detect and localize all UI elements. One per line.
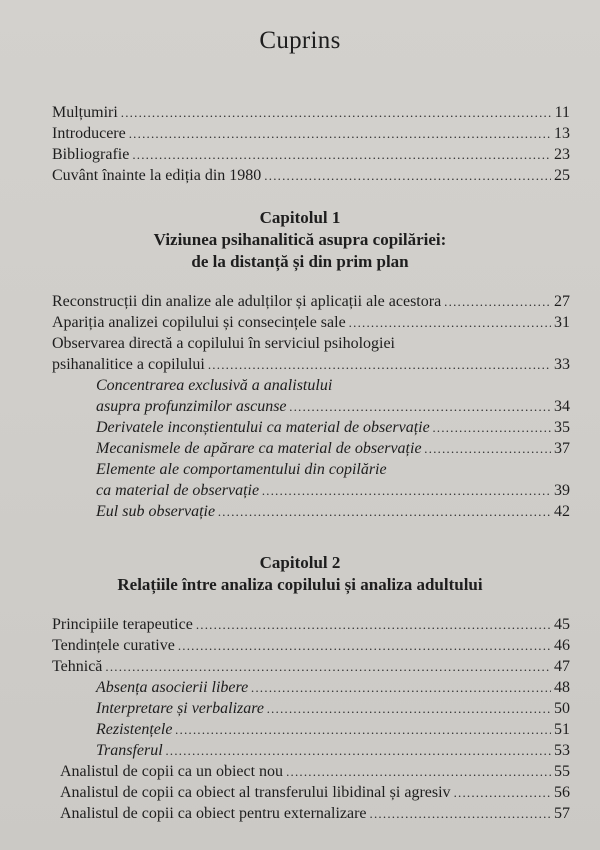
page-number: 47 — [554, 658, 570, 675]
dot-leader — [175, 719, 551, 740]
dot-leader — [208, 354, 551, 375]
entry-text: Reconstrucții din analize ale adulților și aplicații ale acestora — [52, 293, 442, 310]
dot-leader — [262, 480, 551, 501]
page-number: 56 — [554, 784, 570, 801]
page-title: Cuprins — [259, 27, 341, 54]
page-number: 23 — [554, 146, 570, 163]
dot-leader — [196, 614, 551, 635]
chapter2-entries — [52, 614, 570, 824]
entry-text: Principiile terapeutice — [52, 616, 193, 633]
toc-subentry — [52, 396, 570, 417]
toc-entry — [52, 782, 570, 803]
dot-leader — [264, 165, 551, 186]
subentry-text: Interpretare și verbalizare — [96, 700, 264, 717]
toc-subentry — [52, 677, 570, 698]
dot-leader — [454, 782, 551, 803]
dot-leader — [349, 312, 551, 333]
page-number: 27 — [554, 293, 570, 310]
page-number: 50 — [554, 700, 570, 717]
dot-leader — [286, 761, 551, 782]
dot-leader — [218, 501, 551, 522]
page-number: 31 — [554, 314, 570, 331]
dot-leader — [251, 677, 551, 698]
page-number: 25 — [554, 167, 570, 184]
subentry-text: asupra profunzimilor ascunse — [96, 398, 287, 415]
page-number: 37 — [554, 440, 570, 457]
toc-subentry — [52, 417, 570, 438]
toc-entry — [52, 102, 570, 123]
subentry-text: Rezistențele — [96, 721, 173, 738]
page-number: 55 — [554, 763, 570, 780]
subentry-text: Eul sub observație — [96, 503, 216, 520]
dot-leader — [290, 396, 551, 417]
subentry-text-line1: Elemente ale comportamentului din copilărie — [96, 461, 387, 478]
subentry-text: Derivatele inconștientului ca material de observație — [96, 419, 430, 436]
page-number: 34 — [554, 398, 570, 415]
page-number: 53 — [554, 742, 570, 759]
chapter1-label: Capitolul 1 — [259, 208, 341, 227]
toc-subentry — [52, 480, 570, 501]
subentry-text-line1: Concentrarea exclusivă a analistului — [96, 377, 333, 394]
page-number: 35 — [554, 419, 570, 436]
entry-text: Cuvânt înainte la ediția din 1980 — [52, 167, 262, 184]
page-number: 45 — [554, 616, 570, 633]
page-number: 48 — [554, 679, 570, 696]
dot-leader — [166, 740, 551, 761]
toc-entry — [52, 354, 570, 375]
dot-leader — [121, 102, 552, 123]
dot-leader — [267, 698, 551, 719]
dot-leader — [444, 291, 551, 312]
toc-entry — [52, 123, 570, 144]
entry-text: Analistul de copii ca un obiect nou — [60, 763, 284, 780]
entry-text: Introducere — [52, 125, 126, 142]
subentry-text: Mecanismele de apărare ca material de observație — [96, 440, 422, 457]
toc-entry — [52, 291, 570, 312]
dot-leader — [370, 803, 551, 824]
toc-entry — [52, 165, 570, 186]
toc-subentry — [52, 501, 570, 522]
subentry-text: Transferul — [96, 742, 163, 759]
toc-entry — [52, 656, 570, 677]
toc-entry — [52, 635, 570, 656]
page-number: 11 — [554, 104, 570, 121]
chapter1-title-line2: de la distanță și din prim plan — [191, 252, 409, 271]
chapter1-entries — [52, 291, 570, 522]
entry-text: Tehnică — [52, 658, 103, 675]
dot-leader — [425, 438, 551, 459]
toc-entry — [52, 614, 570, 635]
toc-subentry — [52, 438, 570, 459]
page-number: 57 — [554, 805, 570, 822]
toc-entry — [52, 803, 570, 824]
chapter1-title-line1: Viziunea psihanalitică asupra copilăriei: — [153, 230, 447, 249]
dot-leader — [433, 417, 551, 438]
dot-leader — [132, 144, 551, 165]
page-number: 42 — [554, 503, 570, 520]
entry-text: Tendințele curative — [52, 637, 175, 654]
toc-subentry — [52, 698, 570, 719]
page-number: 33 — [554, 356, 570, 373]
front-matter-list — [52, 102, 570, 186]
entry-text: Analistul de copii ca obiect pentru externalizare — [60, 805, 367, 822]
entry-text: Apariția analizei copilului și consecințele sale — [52, 314, 346, 331]
page-number: 46 — [554, 637, 570, 654]
entry-text-line1: Observarea directă a copilului în serviciul psihologiei — [52, 335, 395, 352]
dot-leader — [178, 635, 551, 656]
subentry-text: ca material de observație — [96, 482, 260, 499]
toc-entry — [52, 144, 570, 165]
entry-text: Bibliografie — [52, 146, 130, 163]
page-number: 39 — [554, 482, 570, 499]
dot-leader — [129, 123, 551, 144]
toc-subentry — [52, 719, 570, 740]
dot-leader — [105, 656, 551, 677]
page-number: 51 — [554, 721, 570, 738]
toc-subentry — [52, 740, 570, 761]
entry-text: psihanalitice a copilului — [52, 356, 205, 373]
toc-entry — [52, 761, 570, 782]
page-number: 13 — [554, 125, 570, 142]
chapter2-label: Capitolul 2 — [259, 553, 341, 572]
toc-entry — [52, 312, 570, 333]
entry-text: Analistul de copii ca obiect al transferului libidinal și agresiv — [60, 784, 451, 801]
entry-text: Mulțumiri — [52, 104, 118, 121]
chapter2-title: Relațiile între analiza copilului și analiza adultului — [117, 575, 483, 594]
subentry-text: Absența asocierii libere — [96, 679, 249, 696]
